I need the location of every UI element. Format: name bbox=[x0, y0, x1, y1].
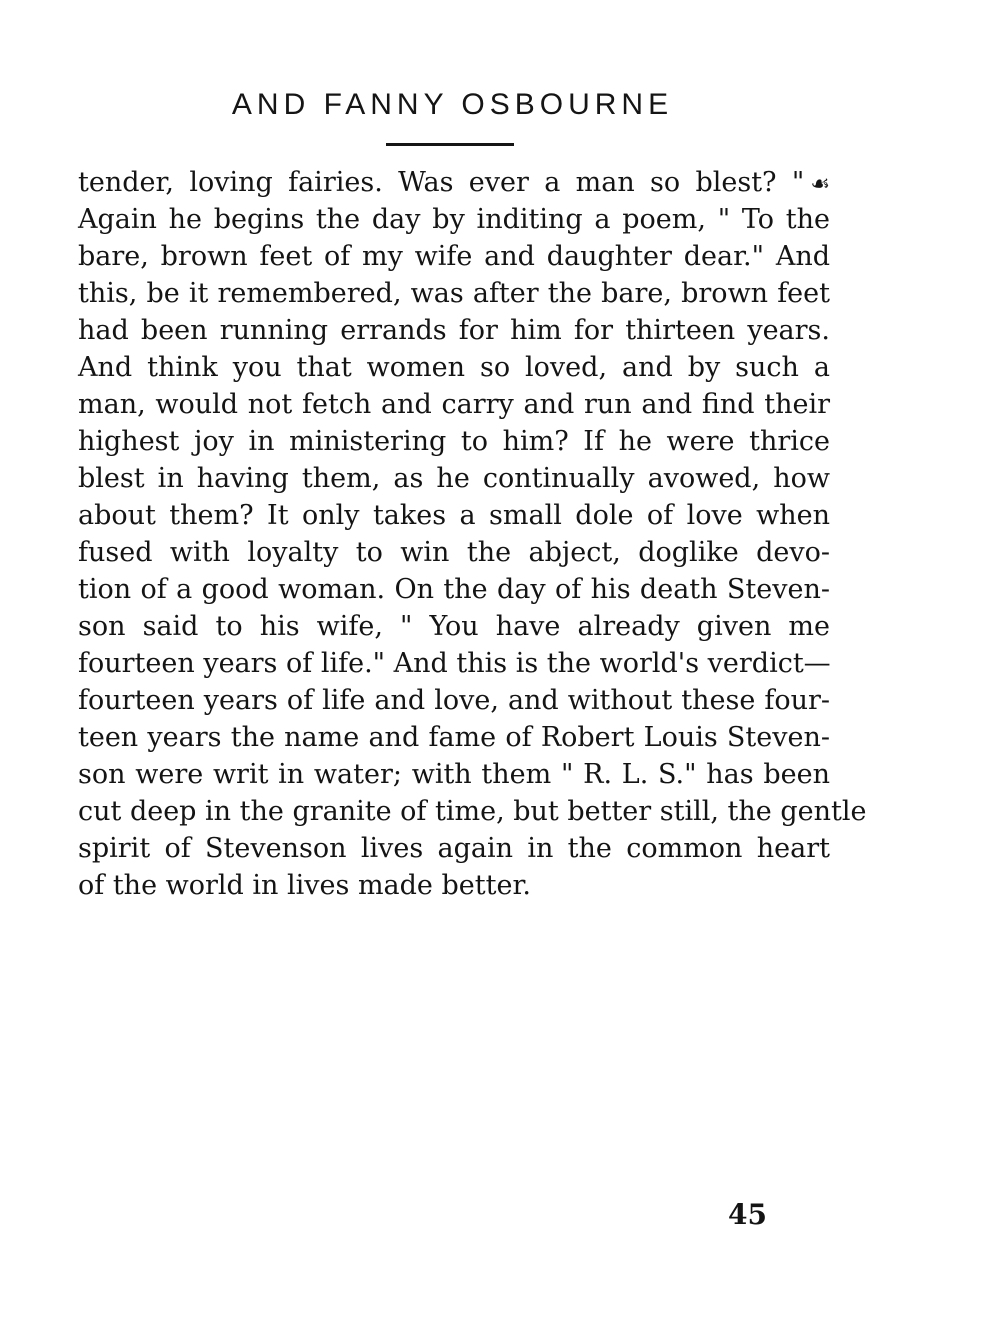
text-line-16: teen years the name and fame of Robert Louis Steven- bbox=[78, 722, 830, 753]
text-line-6: And think you that women so loved, and by such a bbox=[78, 352, 830, 383]
text-line-8: highest joy in ministering to him? If he were thrice bbox=[78, 426, 830, 457]
text-line-3: bare, brown feet of my wife and daughter dear." And bbox=[78, 241, 830, 272]
text-line-1 bbox=[78, 164, 830, 201]
header-rule bbox=[386, 143, 514, 146]
text-line-7: man, would not fetch and carry and run and find their bbox=[78, 389, 830, 420]
text-line-20: of the world in lives made better. bbox=[78, 870, 531, 901]
text-line-9: blest in having them, as he continually avowed, how bbox=[78, 463, 830, 494]
text-line-19: spirit of Stevenson lives again in the common heart bbox=[78, 833, 830, 864]
text-line-2: Again he begins the day by inditing a poem, " To the bbox=[78, 204, 830, 235]
text-line-13: son said to his wife, " You have already given me bbox=[78, 611, 830, 642]
text-line-11: fused with loyalty to win the abject, doglike devo- bbox=[78, 537, 830, 568]
text-line-12: tion of a good woman. On the day of his death Steven- bbox=[78, 574, 830, 605]
text-line-4: this, be it remembered, was after the bare, brown feet bbox=[78, 278, 830, 309]
page-number: 45 bbox=[728, 1198, 767, 1231]
text-line-1-content: tender, loving fairies. Was ever a man so blest? " bbox=[78, 167, 805, 198]
text-line-14: fourteen years of life." And this is the world's verdict— bbox=[78, 648, 831, 679]
ornament-icon: ☙ bbox=[810, 172, 830, 197]
text-line-15: fourteen years of life and love, and without these four- bbox=[78, 685, 830, 716]
body-text bbox=[78, 164, 867, 904]
text-line-17: son were writ in water; with them " R. L. S." has been bbox=[78, 759, 830, 790]
running-head-title: AND FANNY OSBOURNE bbox=[231, 88, 674, 121]
text-line-18: cut deep in the granite of time, but better still, the gentle bbox=[78, 796, 867, 827]
text-line-10: about them? It only takes a small dole of love when bbox=[78, 500, 830, 531]
text-line-5: had been running errands for him for thirteen years. bbox=[78, 315, 830, 346]
